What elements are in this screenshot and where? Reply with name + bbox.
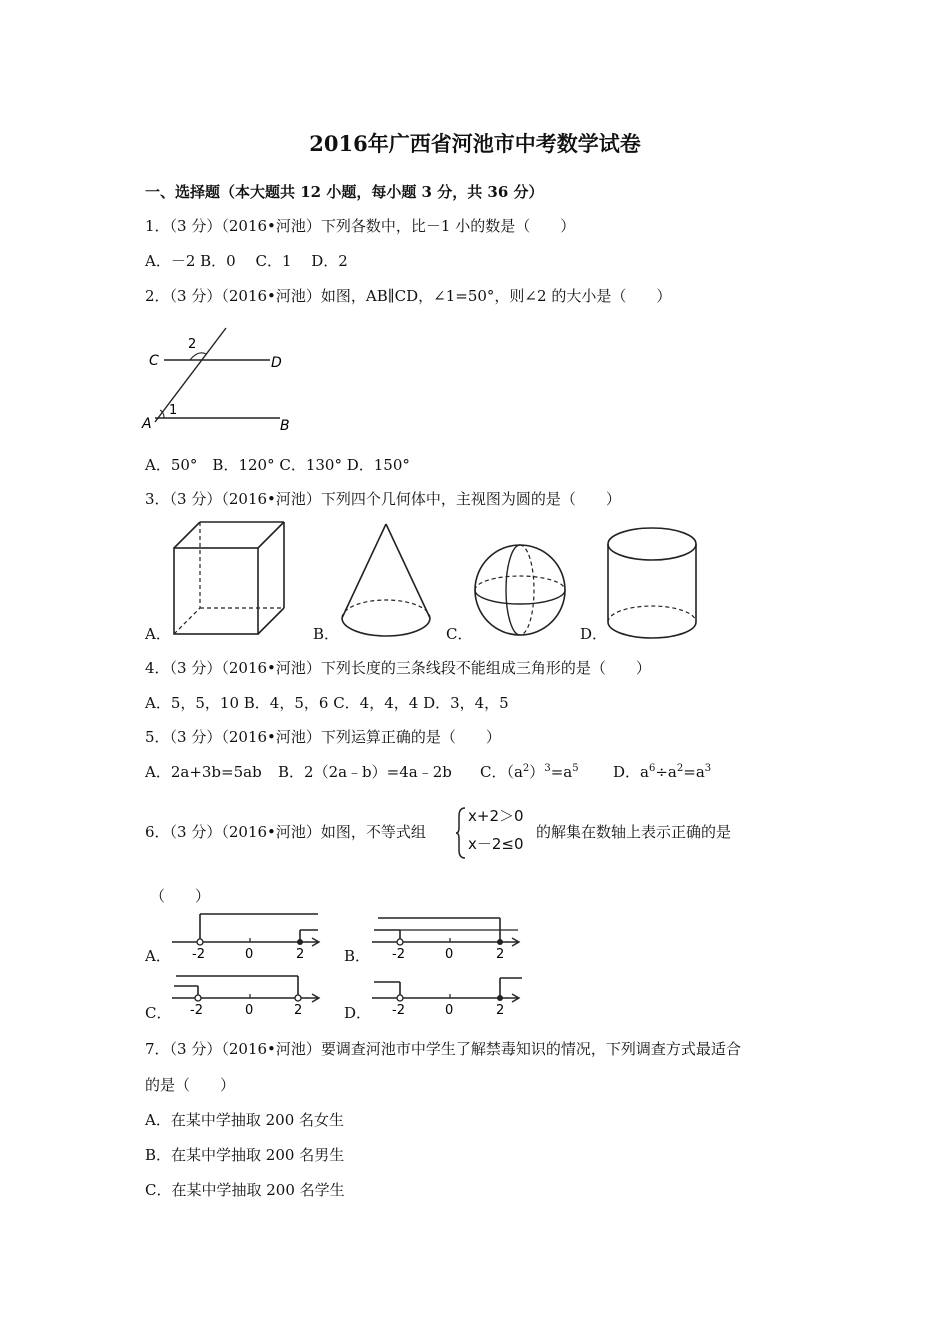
tick-a-0: 0 <box>245 947 254 962</box>
question-4-stem: 4．（3 分）（2016•河池）下列长度的三条线段不能组成三角形的是（ ） <box>145 659 651 677</box>
q6-option-c-label: C． <box>145 1004 172 1022</box>
question-6-stem-before: 6．（3 分）（2016•河池）如图，不等式组 <box>145 823 426 841</box>
label-B: B <box>280 418 290 434</box>
q3-option-d-label: D． <box>580 625 608 643</box>
label-A: A <box>142 416 152 432</box>
tick-b-neg2: -2 <box>392 947 405 962</box>
system-brace <box>455 806 467 860</box>
q6-option-b-label: B． <box>344 947 371 965</box>
question-7-stem-line1: 7．（3 分）（2016•河池）要调查河池市中学生了解禁毒知识的情况，下列调查方式最适合 <box>145 1040 741 1058</box>
question-4-options: A．5，5，10 B．4，5，6 C．4，4，4 D．3，4，5 <box>145 694 509 712</box>
question-5-stem: 5．（3 分）（2016•河池）下列运算正确的是（ ） <box>145 728 501 746</box>
question-5-option-a: A．2a+3b=5ab <box>145 763 262 781</box>
question-7-stem-line2: 的是（ ） <box>145 1076 236 1094</box>
question-7-option-a: A．在某中学抽取 200 名女生 <box>145 1111 345 1129</box>
q3-option-c-label: C． <box>446 625 473 643</box>
tick-a-2: 2 <box>296 947 305 962</box>
question-5-option-c: C．$(a^2)^3=a^5$ <box>480 763 579 781</box>
tick-d-2: 2 <box>496 1003 505 1018</box>
label-D: D <box>271 355 282 371</box>
number-line-a <box>170 910 330 962</box>
label-angle-2: 2 <box>188 337 197 352</box>
tick-b-2: 2 <box>496 947 505 962</box>
number-line-d <box>370 968 530 1020</box>
question-2-stem: 2．（3 分）（2016•河池）如图，AB∥CD，∠1=50°，则∠2 的大小是（ ） <box>145 287 672 305</box>
tick-c-2: 2 <box>294 1003 303 1018</box>
paper-title: 2016年广西省河池市中考数学试卷 <box>309 131 641 156</box>
q6-option-d-label: D． <box>344 1004 372 1022</box>
tick-b-0: 0 <box>445 947 454 962</box>
cylinder-figure <box>606 526 702 642</box>
tick-c-neg2: -2 <box>190 1003 203 1018</box>
tick-c-0: 0 <box>245 1003 254 1018</box>
cone-figure <box>338 520 438 642</box>
question-5-option-b: B．2（2a﹣b）=4a﹣2b <box>278 763 452 781</box>
section-heading: 一、选择题（本大题共 12 小题，每小题 3 分，共 36 分） <box>145 183 544 201</box>
question-2-options: A．50° B．120° C．130° D．150° <box>145 456 410 474</box>
label-angle-1: 1 <box>169 403 178 418</box>
tick-d-0: 0 <box>445 1003 454 1018</box>
inequality-2: x－2≤0 <box>468 835 524 853</box>
number-line-b <box>370 910 530 962</box>
question-6-paren: （ ） <box>150 887 211 905</box>
inequality-1: x+2＞0 <box>468 807 524 825</box>
question-7-option-b: B．在某中学抽取 200 名男生 <box>145 1146 345 1164</box>
tick-d-neg2: -2 <box>392 1003 405 1018</box>
q3-option-a-label: A． <box>145 625 171 643</box>
label-C: C <box>149 353 159 369</box>
q3-option-b-label: B． <box>313 625 340 643</box>
question-1-options: A．－2 B．0 C．1 D．2 <box>145 252 348 270</box>
question-7-option-c: C．在某中学抽取 200 名学生 <box>145 1181 345 1199</box>
question-3-stem: 3．（3 分）（2016•河池）下列四个几何体中，主视图为圆的是（ ） <box>145 490 621 508</box>
number-line-c <box>170 968 330 1020</box>
question-6-stem-after: 的解集在数轴上表示正确的是 <box>536 823 732 841</box>
sphere-figure <box>472 542 572 642</box>
question-1-stem: 1．（3 分）（2016•河池）下列各数中，比－1 小的数是（ ） <box>145 217 576 235</box>
parallel-lines-figure <box>140 322 300 434</box>
cube-figure <box>170 520 290 640</box>
q6-option-a-label: A． <box>145 947 171 965</box>
tick-a-neg2: -2 <box>192 947 205 962</box>
question-5-option-d: D．$a^6\div a^2=a^3$ <box>613 763 712 781</box>
